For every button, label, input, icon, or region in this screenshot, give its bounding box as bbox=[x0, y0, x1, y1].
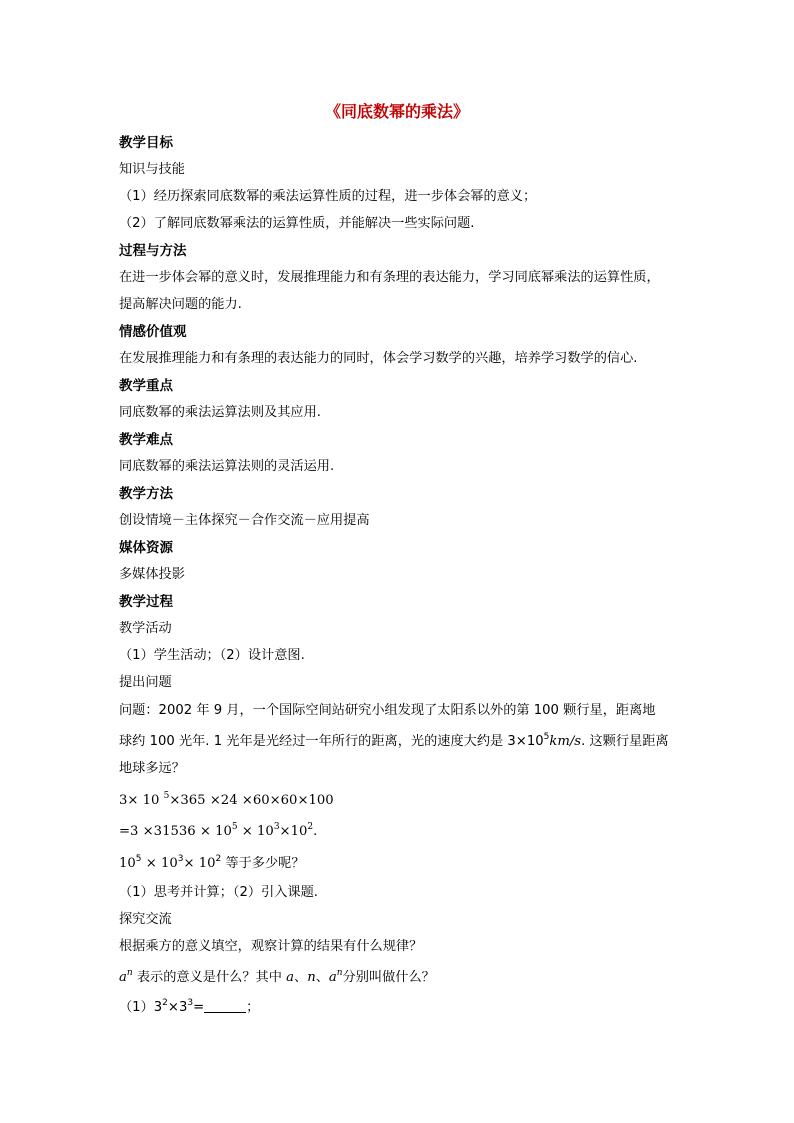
text: =3 ×31536 × 10 bbox=[119, 824, 232, 839]
paragraph: 地球多远？ bbox=[119, 761, 185, 776]
paragraph: （2）了解同底数幂乘法的运算性质，并能解决一些实际问题. bbox=[119, 216, 475, 231]
text: ×3 bbox=[167, 1000, 188, 1015]
superscript: n bbox=[126, 968, 133, 978]
formula-line bbox=[119, 792, 334, 810]
superscript: 5 bbox=[543, 732, 550, 742]
math-var: a bbox=[328, 970, 337, 985]
text: × 10 bbox=[183, 856, 216, 871]
paragraph bbox=[119, 969, 435, 987]
text: × 10 bbox=[237, 824, 274, 839]
exercise-line bbox=[119, 999, 259, 1017]
superscript: 3 bbox=[187, 998, 194, 1008]
paragraph: 在进一步体会幂的意义时，发展推理能力和有条理的表达能力，学习同底幂乘法的运算性质， bbox=[119, 270, 660, 285]
heading-difficulties: 教学难点 bbox=[119, 432, 173, 448]
text: 表示的意义是什么？其中 bbox=[132, 970, 287, 985]
document-title: 《同底数幂的乘法》 bbox=[324, 102, 469, 121]
superscript: 5 bbox=[231, 822, 238, 832]
heading-process-method: 过程与方法 bbox=[119, 243, 187, 259]
paragraph: 问题：2002 年 9 月，一个国际空间站研究小组发现了太阳系以外的第 100 颗行星，距离地 bbox=[119, 703, 656, 718]
text: 3× 10 bbox=[119, 793, 164, 808]
text: 分别叫做什么？ bbox=[342, 970, 435, 985]
superscript: 2 bbox=[215, 854, 222, 864]
superscript: 5 bbox=[163, 791, 170, 801]
paragraph: 提高解决问题的能力. bbox=[119, 297, 242, 312]
formula-line bbox=[119, 823, 317, 841]
text: = bbox=[193, 1000, 205, 1015]
superscript: 3 bbox=[177, 854, 184, 864]
text: . bbox=[313, 824, 318, 839]
text: 、 bbox=[294, 970, 308, 985]
text: ×10 bbox=[279, 824, 308, 839]
answer-blank[interactable] bbox=[204, 1000, 246, 1013]
heading-emotional-values: 情感价值观 bbox=[119, 324, 187, 340]
paragraph: 在发展推理能力和有条理的表达能力的同时，体会学习数学的兴趣，培养学习数学的信心. bbox=[119, 351, 638, 366]
paragraph: 知识与技能 bbox=[119, 162, 185, 177]
text: 、 bbox=[315, 970, 329, 985]
heading-teaching-goals: 教学目标 bbox=[119, 135, 173, 151]
text: ×365 ×24 ×60×60×100 bbox=[169, 793, 334, 808]
paragraph: 提出问题 bbox=[119, 675, 172, 690]
text: （1）3 bbox=[119, 1000, 163, 1015]
paragraph: （1）学生活动；（2）设计意图. bbox=[119, 648, 305, 663]
text: × 10 bbox=[141, 856, 178, 871]
unit-text: km/s bbox=[549, 734, 582, 749]
formula-line bbox=[119, 855, 305, 873]
math-var: n bbox=[307, 970, 316, 985]
heading-key-points: 教学重点 bbox=[119, 378, 173, 394]
superscript: n bbox=[336, 968, 343, 978]
text: 球约 100 光年. 1 光年是光经过一年所行的距离，光的速度大约是 3×10 bbox=[119, 734, 544, 749]
superscript: 3 bbox=[273, 822, 280, 832]
paragraph bbox=[119, 733, 669, 751]
text: ； bbox=[246, 1000, 260, 1015]
paragraph: 根据乘方的意义填空，观察计算的结果有什么规律？ bbox=[119, 939, 423, 954]
paragraph: 探究交流 bbox=[119, 912, 172, 927]
paragraph: （1）思考并计算；（2）引入课题. bbox=[119, 885, 318, 900]
paragraph: 同底数幂的乘法运算法则的灵活运用. bbox=[119, 459, 335, 474]
math-var: a bbox=[286, 970, 294, 985]
paragraph: 创设情境－主体探究－合作交流－应用提高 bbox=[119, 513, 370, 528]
paragraph: 多媒体投影 bbox=[119, 567, 185, 582]
heading-teaching-process: 教学过程 bbox=[119, 594, 173, 610]
text: . 这颗行星距离 bbox=[581, 734, 669, 749]
text: 10 bbox=[119, 856, 136, 871]
superscript: 5 bbox=[135, 854, 142, 864]
heading-media-resources: 媒体资源 bbox=[119, 540, 173, 556]
math-var: a bbox=[119, 970, 127, 985]
heading-teaching-method: 教学方法 bbox=[119, 486, 173, 502]
paragraph: 同底数幂的乘法运算法则及其应用. bbox=[119, 405, 322, 420]
paragraph: （1）经历探索同底数幂的乘法运算性质的过程，进一步体会幂的意义； bbox=[119, 189, 537, 204]
superscript: 2 bbox=[162, 998, 168, 1008]
superscript: 2 bbox=[307, 822, 314, 832]
paragraph: 教学活动 bbox=[119, 621, 172, 636]
text: 等于多少呢？ bbox=[221, 856, 305, 871]
